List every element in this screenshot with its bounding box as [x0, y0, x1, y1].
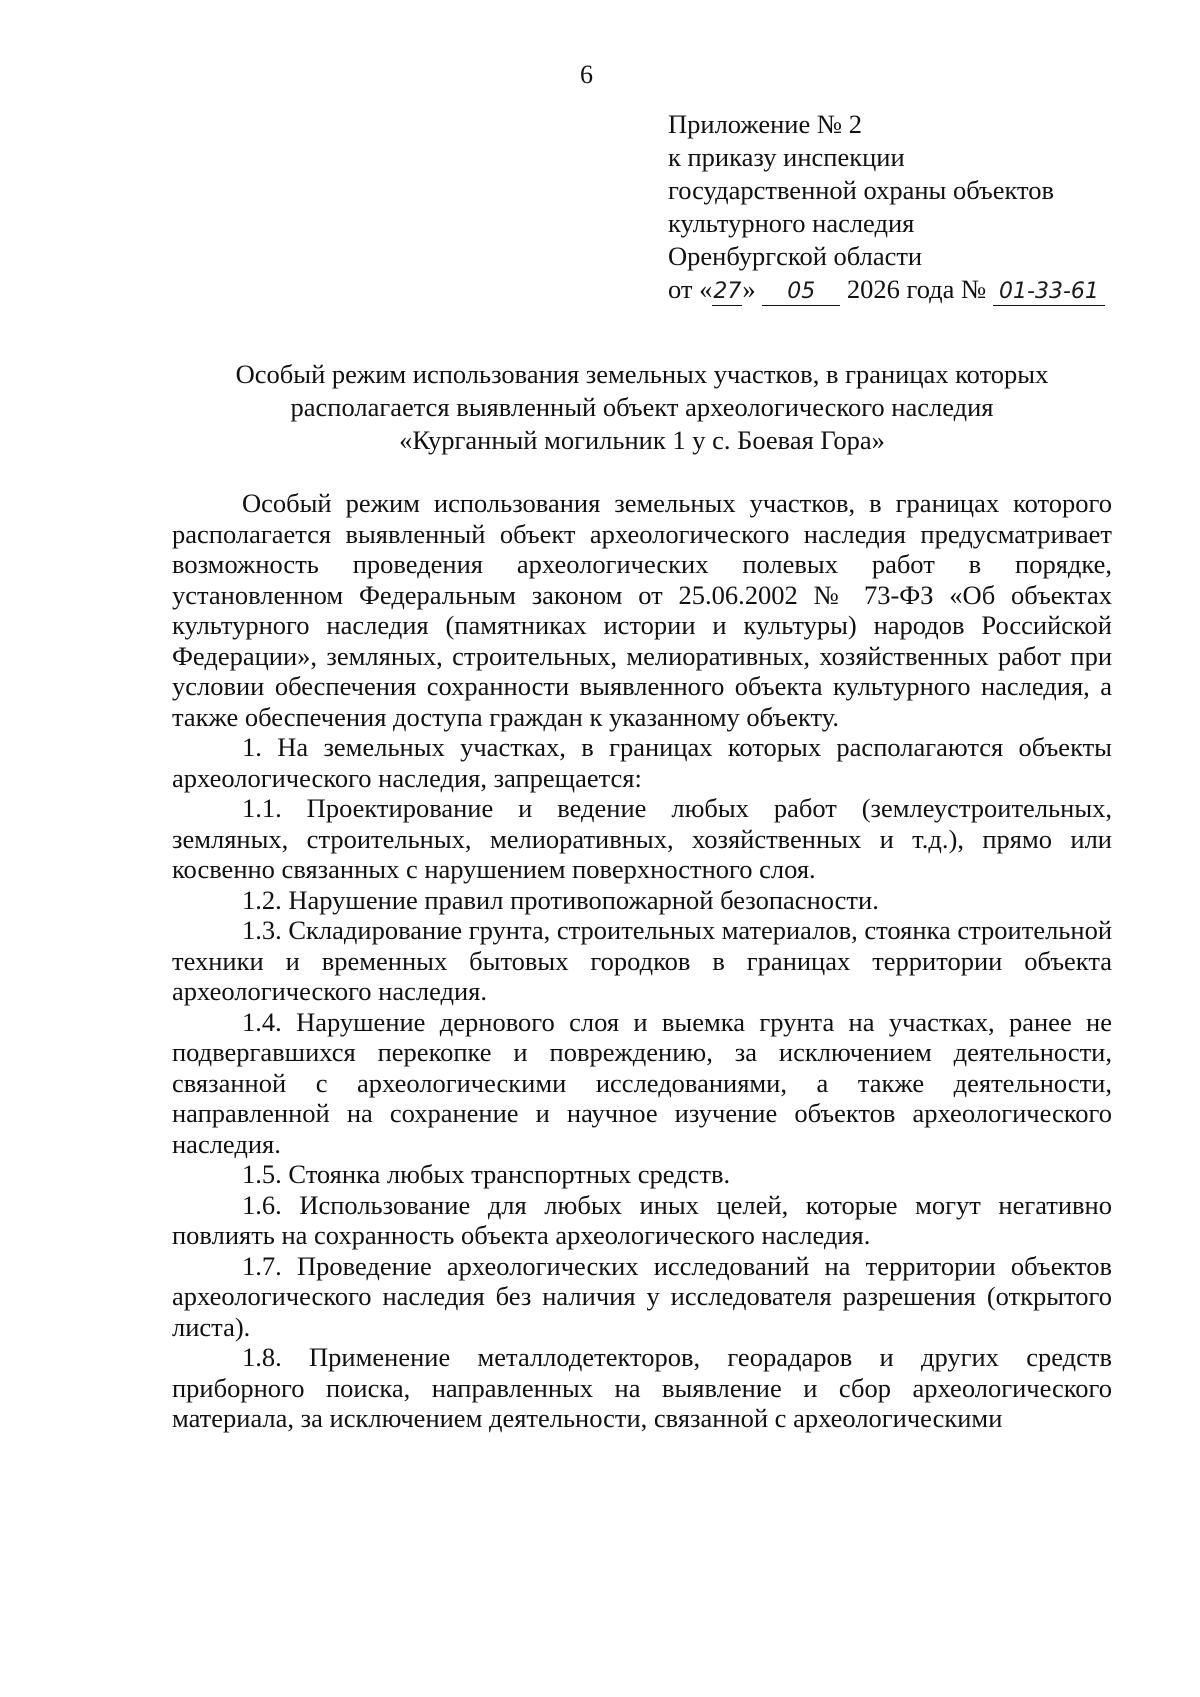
appendix-line: культурного наследия [668, 208, 915, 238]
clause-1-8: 1.8. Применение металлодетекторов, георадаров и других средств приборного поиска, направленных на выявление и сбор археологического материала, за исключением деятельности, связанной с археологическими [172, 1342, 1112, 1433]
clause-1-7: 1.7. Проведение археологических исследований на территории объектов археологического наследия без наличия у исследователя разрешения (открытого листа). [172, 1250, 1112, 1342]
title-line: располагается выявленный объект археологического наследия [290, 392, 994, 422]
clause-1-4: 1.4. Нарушение дернового слоя и выемка грунта на участках, ранее не подвергавшихся перекопке и повреждению, за исключением деятельности, связанной с археологическими исследованиями, а также деятельности, направленной на сохранение и научное изучение объектов археологического наследия. [172, 1006, 1112, 1159]
appendix-header [668, 108, 1105, 306]
document-title [172, 358, 1112, 457]
appendix-date-line [668, 273, 1105, 306]
year-text: 2026 года № [840, 274, 993, 304]
appendix-line: государственной охраны объектов [668, 175, 1055, 205]
title-line: «Курганный могильник 1 у с. Боевая Гора» [399, 425, 885, 455]
intro-paragraph: Особый режим использования земельных участков, в границах которого располагается выявленный объект археологического наследия предусматривает возможность проведения археологических полевых работ в порядке, установленном Федеральным законом от 25.06.2002 № 73-ФЗ «Об объектах культурного наследия (памятниках истории и культуры) народов Российской Федерации», земляных, строительных, мелиоративных, хозяйственных работ при условии обеспечения сохранности выявленного объекта культурного наследия, а также обеспечения доступа граждан к указанному объекту. [172, 488, 1112, 732]
clause-1: 1. На земельных участках, в границах которых располагаются объекты археологического наследия, запрещается: [172, 732, 1112, 793]
handwritten-day: 27 [713, 279, 742, 304]
handwritten-order-number: 01-33-61 [993, 279, 1105, 306]
clause-1-1: 1.1. Проектирование и ведение любых работ (землеустроительных, земляных, строительных, мелиоративных, хозяйственных и т.д.), прямо или косвенно связанных с нарушением поверхностного слоя. [172, 793, 1112, 884]
clause-1-2: 1.2. Нарушение правил противопожарной безопасности. [242, 884, 879, 915]
date-prefix: от « [668, 274, 713, 304]
appendix-line: Приложение № 2 [668, 109, 863, 139]
clause-1-3: 1.3. Складирование грунта, строительных материалов, стоянка строительной техники и временных бытовых городков в границах территории объекта археологического наследия. [172, 915, 1112, 1006]
page-number: 6 [580, 60, 593, 89]
date-mid: » [742, 274, 763, 304]
clause-1-5: 1.5. Стоянка любых транспортных средств. [242, 1159, 731, 1189]
appendix-line: Оренбургской области [668, 241, 923, 271]
handwritten-month: 05 [762, 279, 840, 306]
clause-1-6: 1.6. Использование для любых иных целей, которые могут негативно повлиять на сохранность объекта археологического наследия. [172, 1189, 1112, 1250]
title-line: Особый режим использования земельных участков, в границах которых [235, 359, 1049, 389]
document-body [172, 488, 1112, 1434]
appendix-line: к приказу инспекции [668, 142, 905, 172]
